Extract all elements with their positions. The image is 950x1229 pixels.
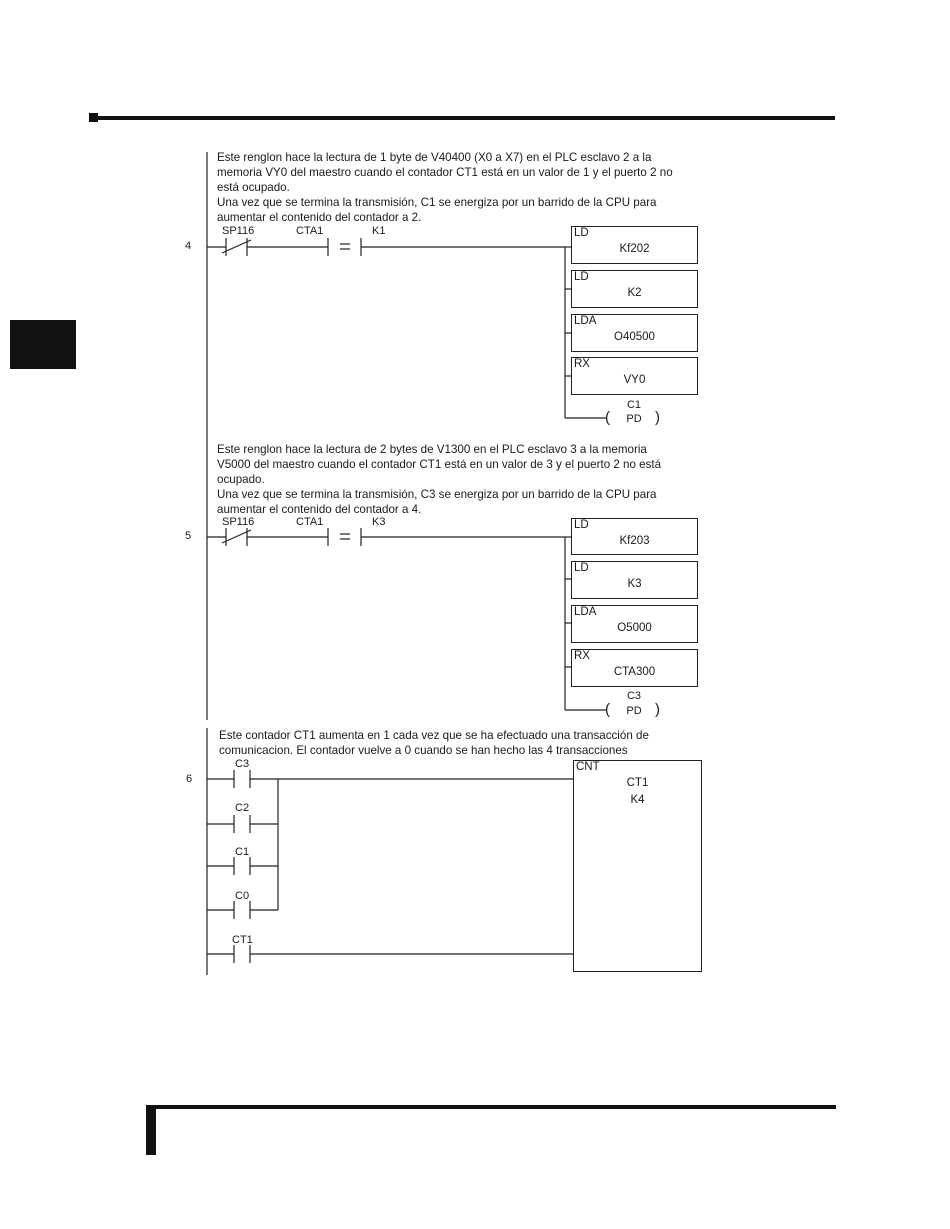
rung-5-description: Este renglon hace la lectura de 2 bytes de V1300 en el PLC esclavo 3 a la memoria V5000 del maestro cuando el contador CT1 está en un valor de 3 y el puerto 2 no está ocupado. Una vez que se termina la transmisión, C3 se energiza por un barrido de la CPU para aumentar el contenido del contador a 4. (217, 443, 662, 516)
coil-close-paren: ) (655, 409, 660, 426)
coil-close-paren: ) (655, 701, 660, 718)
instruction-box-lda: LDA O40500 (571, 314, 698, 352)
coil-label: C3 (626, 690, 642, 702)
coil-open-paren: ( (605, 701, 610, 718)
contact-nc-label: SP116 (222, 225, 255, 237)
instruction-box-lda: LDA O5000 (571, 605, 698, 643)
contact-label: C3 (235, 758, 250, 770)
rung-number: 5 (185, 530, 192, 542)
rung-4-description: Este renglon hace la lectura de 1 byte de V40400 (X0 a X7) en el PLC esclavo 2 a la memoria VY0 del maestro cuando el contador CT1 está en un valor de 1 y el puerto 2 no está ocupado. Una vez que se termina la transmisión, C1 se energiza por un barrido de la CPU para aumentar el contenido del contador a 2. (217, 151, 673, 224)
compare-right-label: K3 (372, 516, 386, 528)
instruction-box-ld: LD K3 (571, 561, 698, 599)
compare-right-label: K1 (372, 225, 386, 237)
rung-6-description: Este contador CT1 aumenta en 1 cada vez que se ha efectuado una transacción de comunicacion. El contador vuelve a 0 cuando se han hecho las 4 transacciones (219, 729, 649, 757)
coil-type: PD (626, 413, 642, 425)
instruction-box-ld: LD Kf203 (571, 518, 698, 555)
coil-open-paren: ( (605, 409, 610, 426)
compare-left-label: CTA1 (296, 225, 324, 237)
contact-label: C0 (235, 890, 250, 902)
instruction-box-ld: LD K2 (571, 270, 698, 308)
compare-left-label: CTA1 (296, 516, 324, 528)
counter-box: CNT CT1 K4 (573, 760, 702, 972)
instruction-box-rx: RX CTA300 (571, 649, 698, 687)
contact-label: C1 (235, 846, 250, 858)
rung-number: 6 (186, 773, 193, 785)
contact-label: C2 (235, 802, 250, 814)
contact-nc-label: SP116 (222, 516, 255, 528)
instruction-box-rx: RX VY0 (571, 357, 698, 395)
reset-contact-label: CT1 (232, 934, 253, 946)
rung-number: 4 (185, 240, 192, 252)
coil-label: C1 (626, 399, 642, 411)
coil-type: PD (626, 705, 642, 717)
instruction-box-ld: LD Kf202 (571, 226, 698, 264)
